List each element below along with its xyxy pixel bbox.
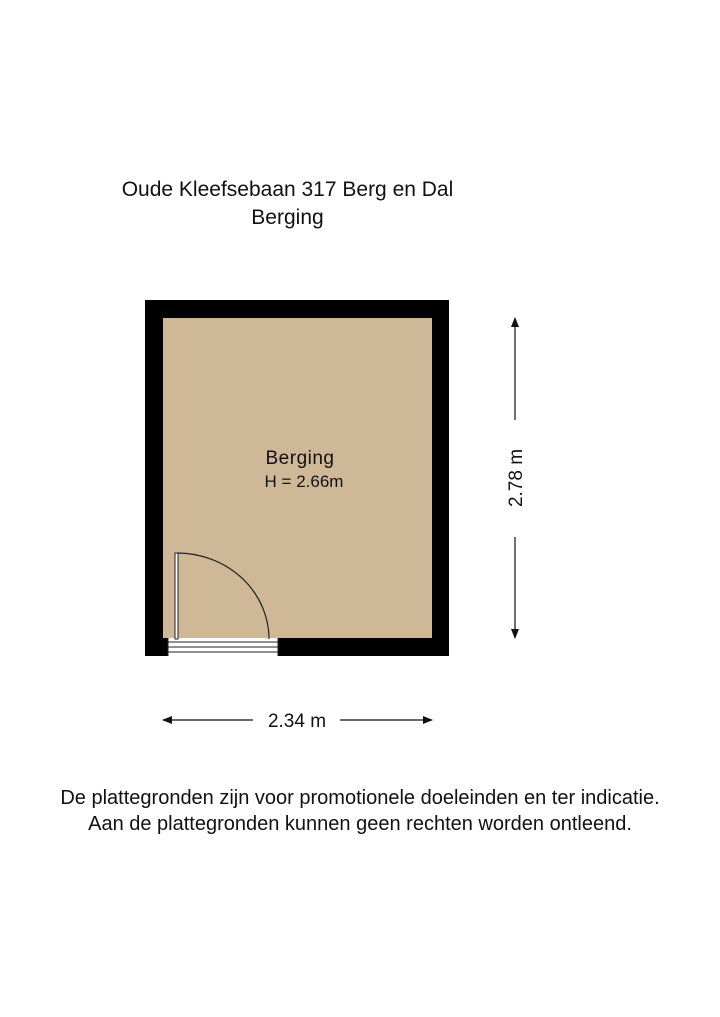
width-dimension — [163, 711, 432, 732]
width-label: 2.34 m — [267, 711, 327, 732]
plan-title: Oude Kleefsebaan 317 Berg en Dal — [121, 178, 454, 201]
door-threshold — [168, 638, 278, 656]
depth-label: 2.78 m — [506, 448, 527, 508]
room-name: Berging — [265, 448, 335, 469]
depth-dimension — [506, 318, 527, 638]
plan-subtitle: Berging — [251, 206, 324, 229]
disclaimer-line-2: Aan de plattegronden kunnen geen rechten worden ontleend. — [88, 813, 632, 835]
disclaimer-line-1: De plattegronden zijn voor promotionele doeleinden en ter indicatie. — [60, 787, 660, 809]
room-height: H = 2.66m — [264, 472, 344, 491]
